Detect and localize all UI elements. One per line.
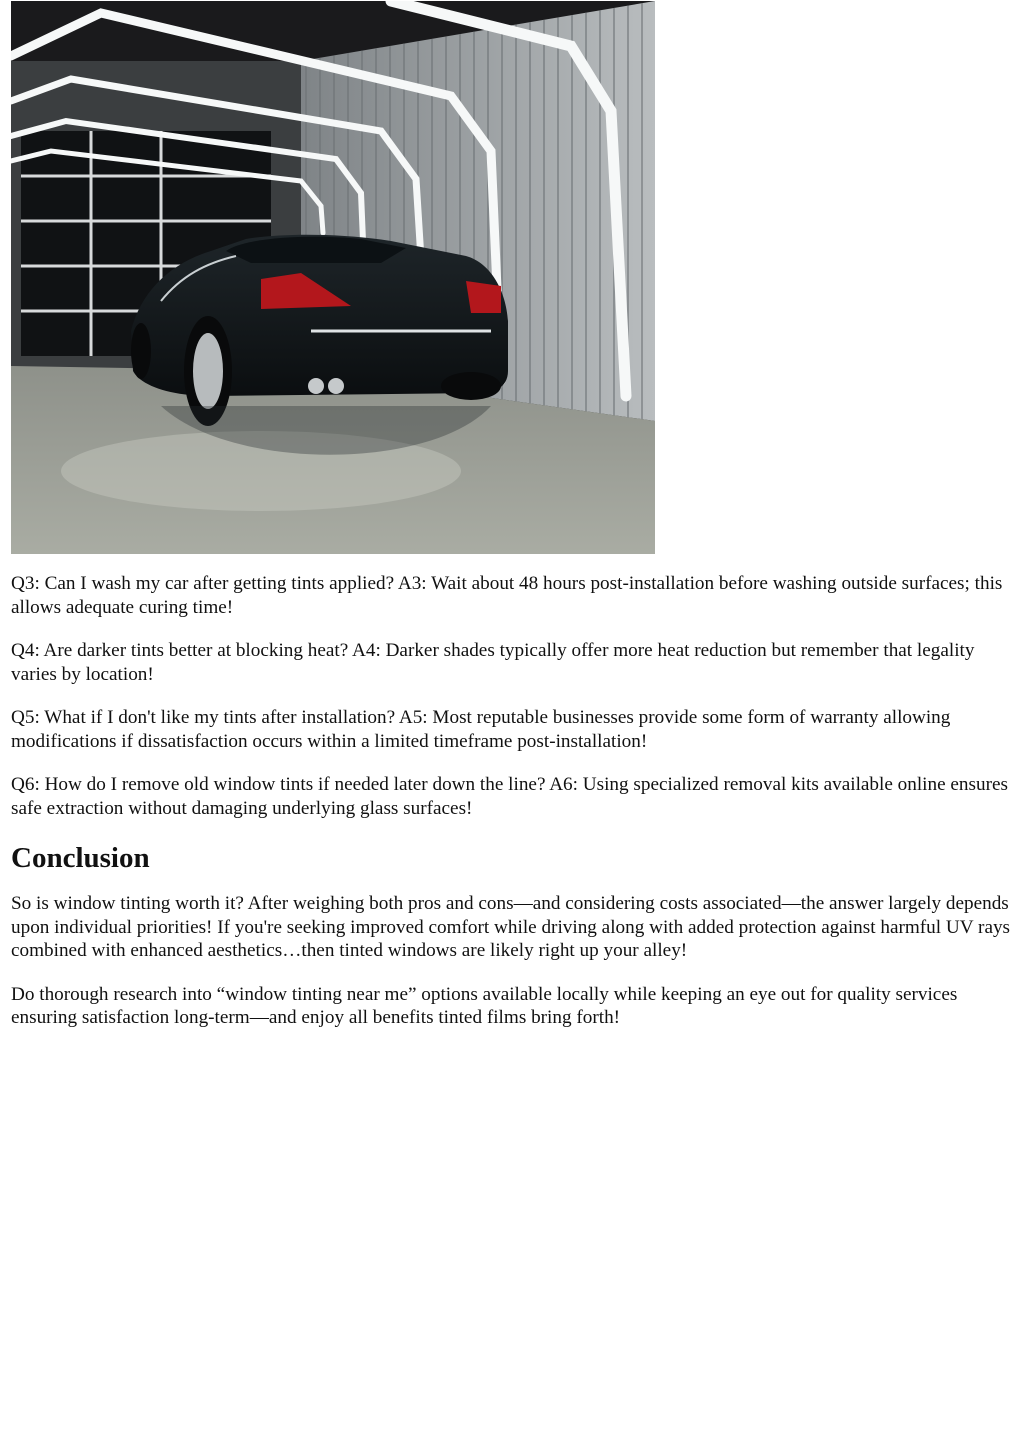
car-in-garage-icon [11,1,655,554]
faq-item-q3: Q3: Can I wash my car after getting tints applied? A3: Wait about 48 hours post-installation before washing outside surfaces; this allows adequate curing time! [11,573,1003,618]
conclusion-heading: Conclusion [11,842,150,874]
faq-item-q5: Q5: What if I don't like my tints after installation? A5: Most reputable businesses provide some form of warranty allowing modifications if dissatisfaction occurs within a limited timeframe post-installation! [11,707,951,752]
faq-item-q4: Q4: Are darker tints better at blocking heat? A4: Darker shades typically offer more heat reduction but remember that legality varies by location! [11,640,975,685]
conclusion-paragraph: So is window tinting worth it? After weighing both pros and cons—and considering costs associated—the answer largely depends upon individual priorities! If you're seeking improved comfort while driving along with added protection against harmful UV rays combined with enhanced aesthetics…then tinted windows are likely right up your alley! [11,893,1011,961]
conclusion-paragraph: Do thorough research into “window tinting near me” options available locally while keeping an eye out for quality services ensuring satisfaction long-term—and enjoy all benefits tinted films bring forth! [11,983,958,1028]
article-body [11,572,1015,1050]
car-garage-image [11,1,655,554]
faq-item-q6: Q6: How do I remove old window tints if needed later down the line? A6: Using specialized removal kits available online ensures safe extraction without damaging underlying glass surfaces! [11,774,1008,819]
